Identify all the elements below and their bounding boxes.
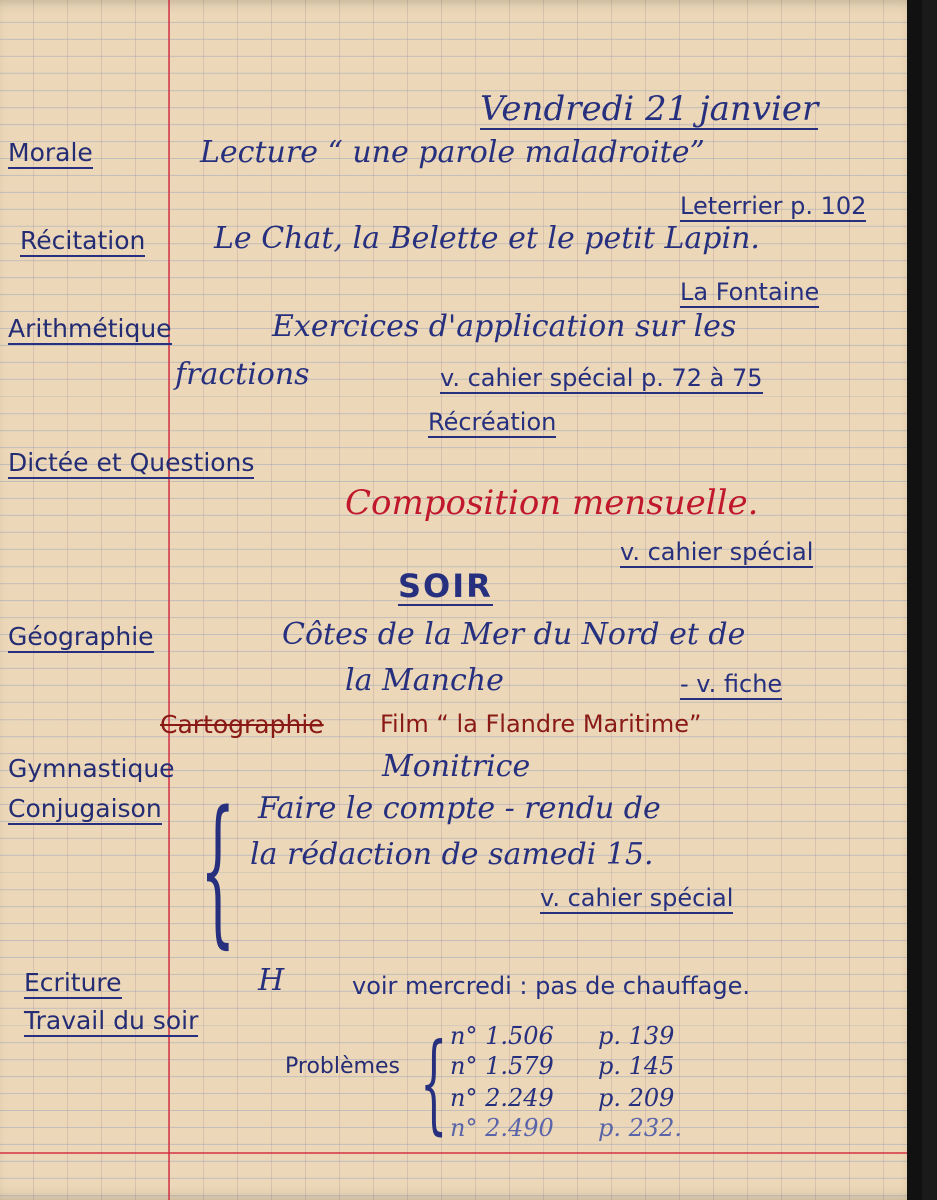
probleme-num: n° 2.249 xyxy=(450,1084,554,1112)
label-conjugaison: Conjugaison xyxy=(8,794,162,823)
arithmetique-line2: fractions xyxy=(175,357,310,392)
label-cartographie: Cartographie xyxy=(160,710,324,739)
morale-text: Lecture “ une parole maladroite” xyxy=(200,135,705,170)
label-dictee: Dictée et Questions xyxy=(8,448,255,477)
probleme-page: p. 209 xyxy=(598,1084,675,1112)
probleme-page: p. 139 xyxy=(598,1022,675,1050)
ecriture-mark: H xyxy=(258,963,285,998)
geographie-line2: la Manche xyxy=(345,663,504,698)
arithmetique-line1: Exercices d'application sur les xyxy=(272,309,737,344)
probleme-num: n° 1.579 xyxy=(450,1052,554,1080)
gymnastique-text: Monitrice xyxy=(382,749,531,784)
dictee-text: Composition mensuelle. xyxy=(345,483,759,523)
conjugaison-line2: la rédaction de samedi 15. xyxy=(250,837,654,872)
brace-conjugaison: { xyxy=(200,776,236,963)
geographie-ref: - v. fiche xyxy=(680,670,783,698)
geographie-line1: Côtes de la Mer du Nord et de xyxy=(282,617,746,652)
label-arithmetique: Arithmétique xyxy=(8,314,172,343)
ecriture-text: voir mercredi : pas de chauffage. xyxy=(352,972,750,1000)
conjugaison-ref: v. cahier spécial xyxy=(540,884,734,912)
page-edge xyxy=(907,0,922,1200)
recreation: Récréation xyxy=(428,408,557,436)
recitation-author: La Fontaine xyxy=(680,278,820,306)
cartographie-text: Film “ la Flandre Maritime” xyxy=(380,710,702,738)
morale-ref: Leterrier p. 102 xyxy=(680,192,867,220)
label-geographie: Géographie xyxy=(8,622,154,651)
soir-heading: SOIR xyxy=(398,567,493,605)
arithmetique-ref: v. cahier spécial p. 72 à 75 xyxy=(440,364,763,392)
dictee-ref: v. cahier spécial xyxy=(620,538,814,566)
label-morale: Morale xyxy=(8,138,93,167)
label-problemes: Problèmes xyxy=(285,1054,400,1079)
bottom-rule xyxy=(0,1152,922,1154)
label-gymnastique: Gymnastique xyxy=(8,754,175,783)
probleme-page: p. 232. xyxy=(598,1114,683,1142)
probleme-page: p. 145 xyxy=(598,1052,675,1080)
probleme-num: n° 1.506 xyxy=(450,1022,554,1050)
brace-problemes: { xyxy=(420,1021,448,1146)
recitation-text: Le Chat, la Belette et le petit Lapin. xyxy=(214,221,760,256)
label-ecriture: Ecriture xyxy=(24,968,122,997)
conjugaison-line1: Faire le compte - rendu de xyxy=(258,791,661,826)
date-heading: Vendredi 21 janvier xyxy=(480,89,819,129)
probleme-num: n° 2.490 xyxy=(450,1114,554,1142)
label-travail-du-soir: Travail du soir xyxy=(24,1006,199,1035)
label-recitation: Récitation xyxy=(20,226,146,255)
